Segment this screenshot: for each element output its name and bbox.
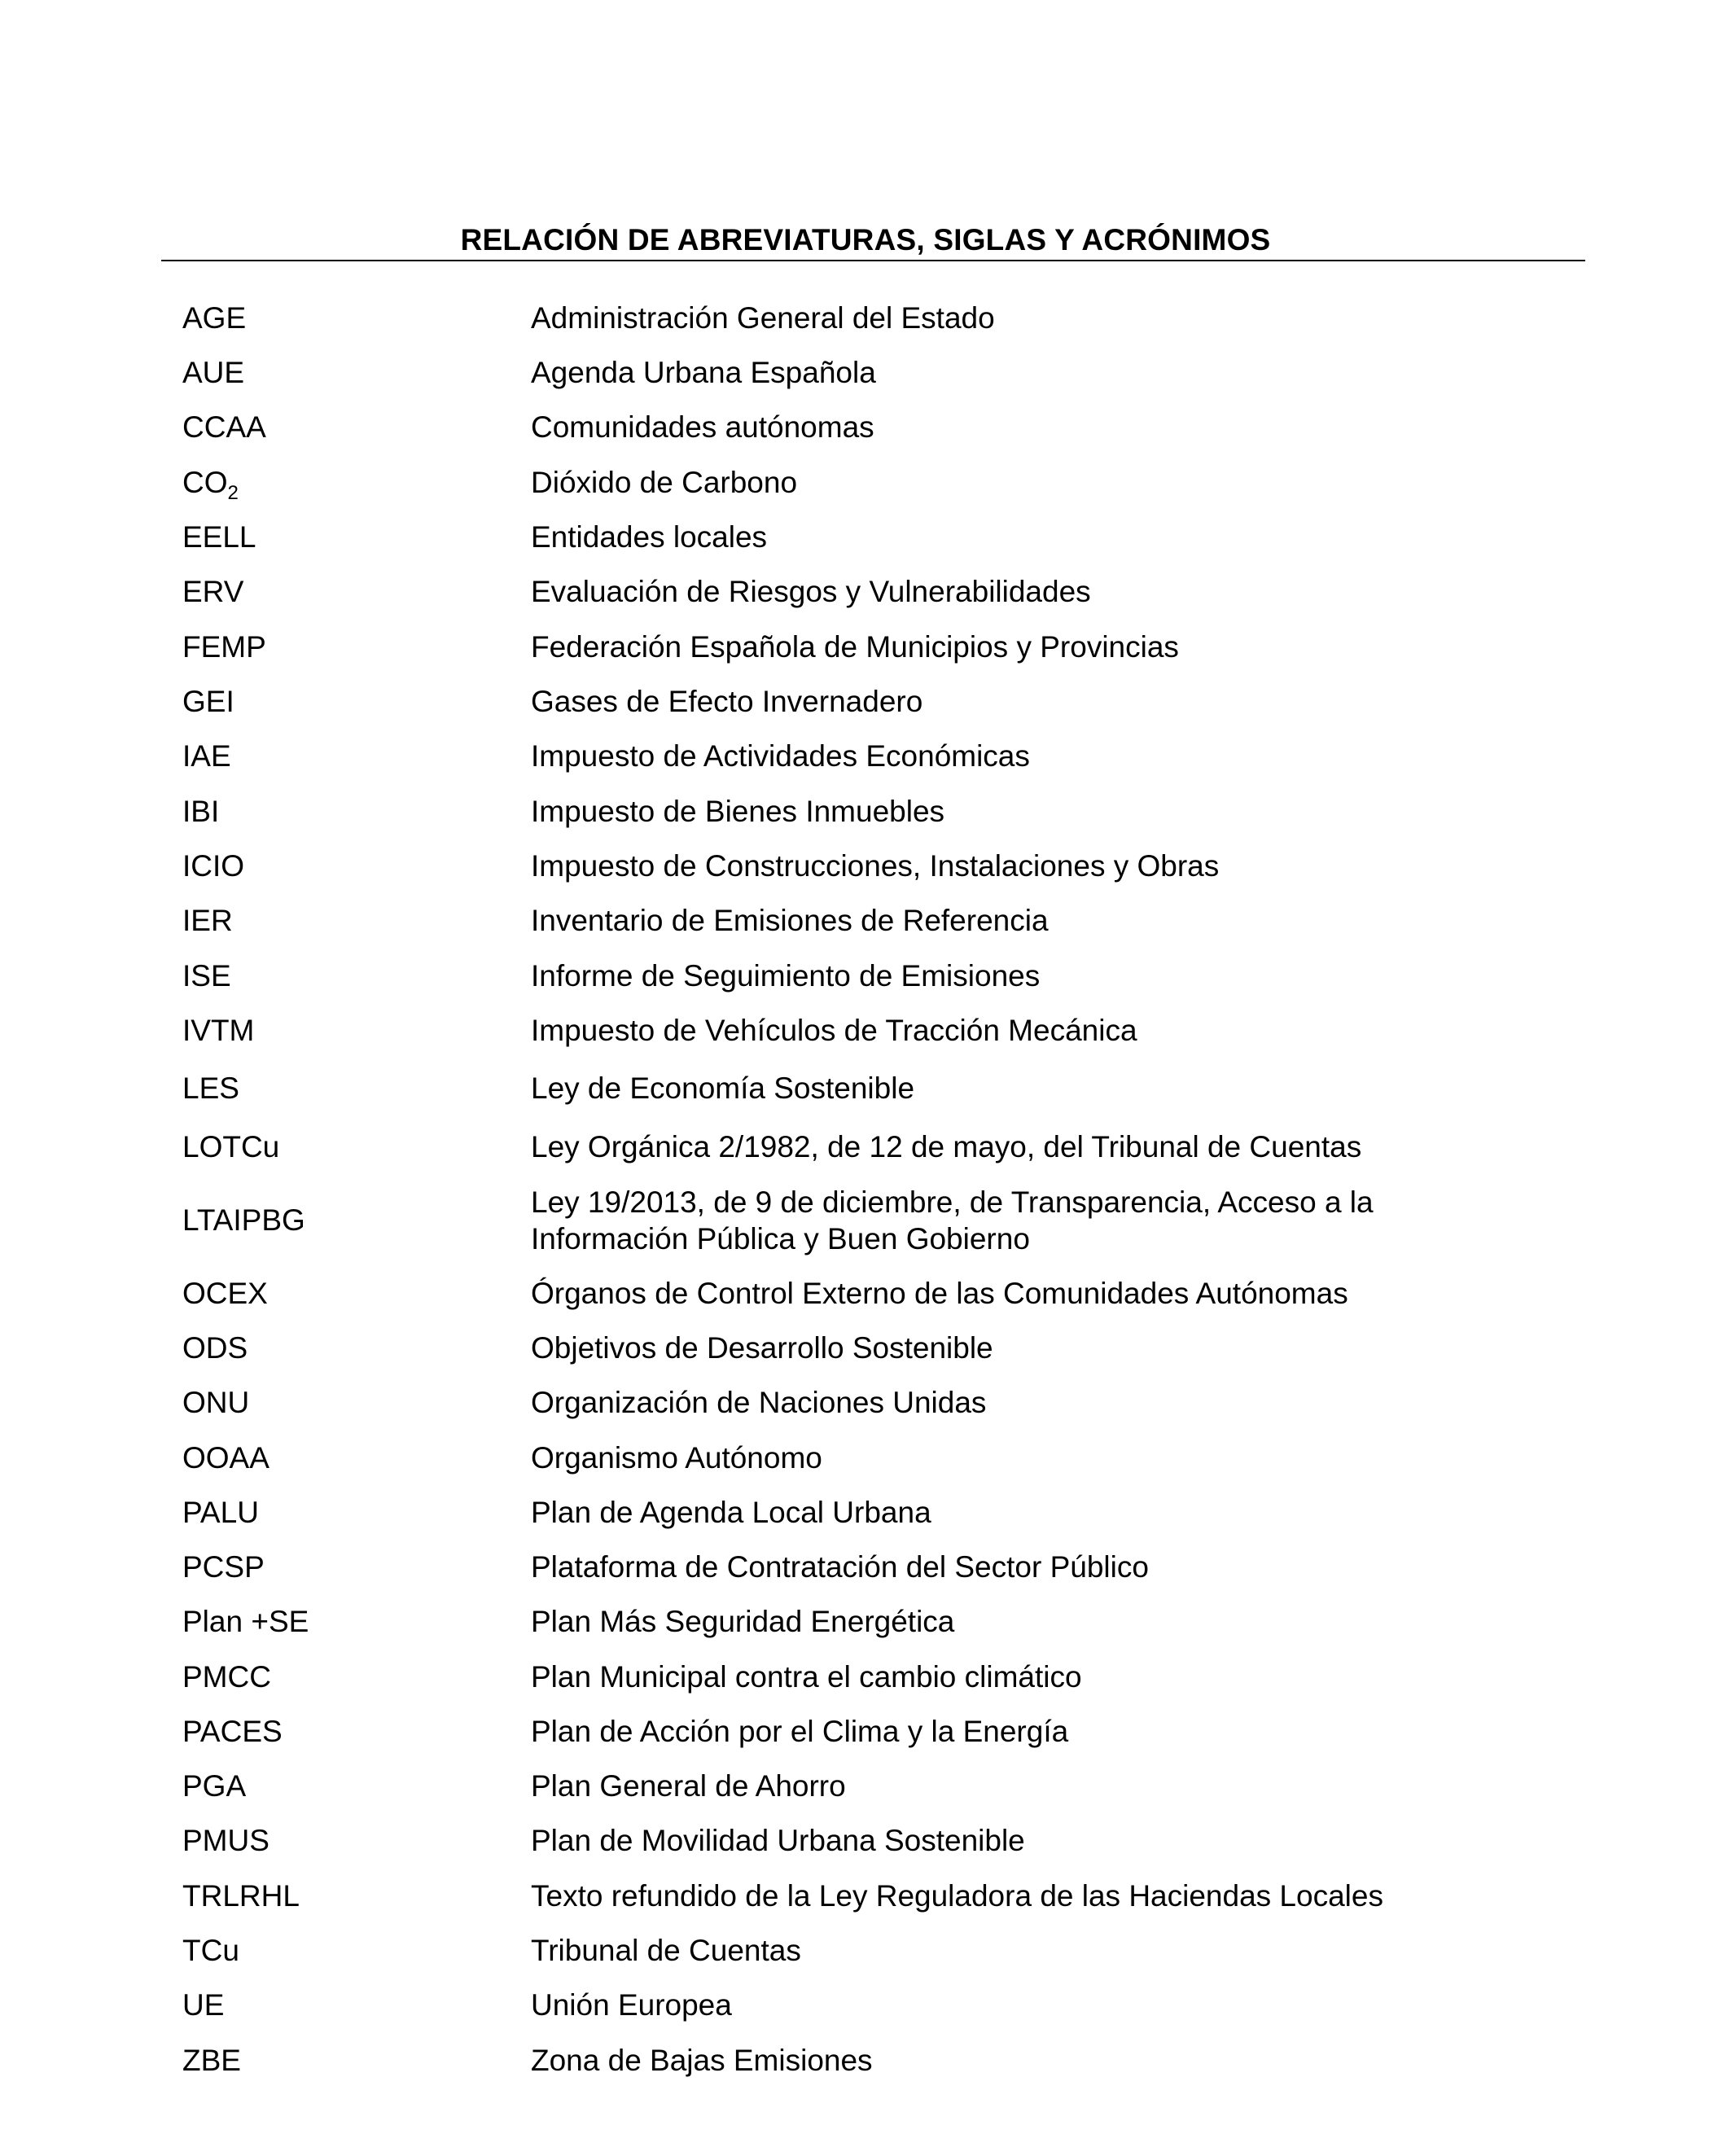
- abbreviation-meaning: Federación Española de Municipios y Provincias: [531, 630, 1179, 664]
- abbreviation: PMCC: [182, 1660, 271, 1694]
- page-title: RELACIÓN DE ABREVIATURAS, SIGLAS Y ACRÓNIMOS: [460, 223, 1271, 256]
- abbreviation: [182, 464, 239, 506]
- abbreviation: PMUS: [182, 1824, 270, 1857]
- abbreviation-meaning: Gases de Efecto Invernadero: [531, 685, 923, 718]
- abbreviation-meaning: Plan de Acción por el Clima y la Energía: [531, 1715, 1069, 1748]
- abbreviation-meaning: Plan General de Ahorro: [531, 1769, 846, 1803]
- abbreviation: IBI: [182, 795, 220, 828]
- abbreviation-meaning: Organización de Naciones Unidas: [531, 1386, 987, 1419]
- abbreviation-meaning: Entidades locales: [531, 520, 768, 554]
- abbreviation: TCu: [182, 1934, 239, 1967]
- abbreviation: ICIO: [182, 849, 245, 883]
- abbreviation: AGE: [182, 301, 247, 335]
- abbreviation-meaning: Organismo Autónomo: [531, 1441, 822, 1475]
- abbreviation-meaning: Tribunal de Cuentas: [531, 1934, 801, 1967]
- abbreviation: IER: [182, 904, 233, 937]
- abbreviation-meaning: Plan de Movilidad Urbana Sostenible: [531, 1824, 1025, 1857]
- abbreviation: AUE: [182, 356, 245, 389]
- abbreviation-meaning: Administración General del Estado: [531, 301, 995, 335]
- abbreviation: CCAA: [182, 410, 266, 444]
- abbreviation: PALU: [182, 1496, 259, 1529]
- abbreviation: IVTM: [182, 1014, 255, 1047]
- abbreviation-meaning: Ley 19/2013, de 9 de diciembre, de Transparencia, Acceso a la: [531, 1185, 1374, 1219]
- abbreviation: PGA: [182, 1769, 247, 1803]
- abbreviation-base: CO: [182, 466, 228, 499]
- abbreviation: TRLRHL: [182, 1879, 300, 1913]
- abbreviation-meaning: Impuesto de Actividades Económicas: [531, 739, 1030, 773]
- abbreviation-meaning: Zona de Bajas Emisiones: [531, 2044, 873, 2077]
- abbreviation-subscript: 2: [227, 482, 239, 504]
- abbreviation: ZBE: [182, 2044, 241, 2077]
- abbreviation-meaning: Dióxido de Carbono: [531, 466, 798, 499]
- abbreviation: LOTCu: [182, 1130, 280, 1163]
- abbreviation-meaning: Impuesto de Construcciones, Instalaciones y Obras: [531, 849, 1220, 883]
- abbreviation: IAE: [182, 739, 231, 773]
- abbreviation-meaning: Inventario de Emisiones de Referencia: [531, 904, 1049, 937]
- abbreviation: LES: [182, 1071, 239, 1105]
- abbreviation: ODS: [182, 1331, 248, 1365]
- abbreviation-meaning: Comunidades autónomas: [531, 410, 874, 444]
- abbreviation-meaning: Impuesto de Bienes Inmuebles: [531, 795, 945, 828]
- abbreviation-meaning: Órganos de Control Externo de las Comunidades Autónomas: [531, 1277, 1348, 1310]
- abbreviation-meaning: Plan Más Seguridad Energética: [531, 1605, 955, 1638]
- abbreviation-meaning: Ley Orgánica 2/1982, de 12 de mayo, del Tribunal de Cuentas: [531, 1130, 1362, 1163]
- abbreviation-meaning: Impuesto de Vehículos de Tracción Mecánica: [531, 1014, 1137, 1047]
- abbreviation: GEI: [182, 685, 234, 718]
- abbreviation-meaning: Agenda Urbana Española: [531, 356, 876, 389]
- abbreviation: OCEX: [182, 1277, 268, 1310]
- abbreviation: ISE: [182, 959, 231, 993]
- abbreviation-meaning: Evaluación de Riesgos y Vulnerabilidades: [531, 575, 1091, 608]
- abbreviation: LTAIPBG: [182, 1203, 305, 1237]
- abbreviation-meaning: Plan de Agenda Local Urbana: [531, 1496, 931, 1529]
- abbreviation-meaning-continued: Información Pública y Buen Gobierno: [531, 1222, 1030, 1255]
- abbreviation: ERV: [182, 575, 244, 608]
- abbreviation: Plan +SE: [182, 1605, 309, 1638]
- abbreviation-meaning: Plan Municipal contra el cambio climático: [531, 1660, 1082, 1694]
- abbreviation: EELL: [182, 520, 256, 554]
- abbreviation: ONU: [182, 1386, 250, 1419]
- abbreviation-meaning: Ley de Economía Sostenible: [531, 1071, 915, 1105]
- abbreviation-meaning: Informe de Seguimiento de Emisiones: [531, 959, 1041, 993]
- abbreviation-meaning: Objetivos de Desarrollo Sostenible: [531, 1331, 993, 1365]
- abbreviation-meaning: Texto refundido de la Ley Reguladora de las Haciendas Locales: [531, 1879, 1383, 1913]
- abbreviation: PACES: [182, 1715, 283, 1748]
- abbreviation-meaning: Plataforma de Contratación del Sector Público: [531, 1550, 1149, 1584]
- abbreviation: OOAA: [182, 1441, 270, 1475]
- abbreviation-meaning: Unión Europea: [531, 1988, 732, 2022]
- abbreviation: UE: [182, 1988, 225, 2022]
- abbreviation: FEMP: [182, 630, 266, 664]
- abbreviation: PCSP: [182, 1550, 265, 1584]
